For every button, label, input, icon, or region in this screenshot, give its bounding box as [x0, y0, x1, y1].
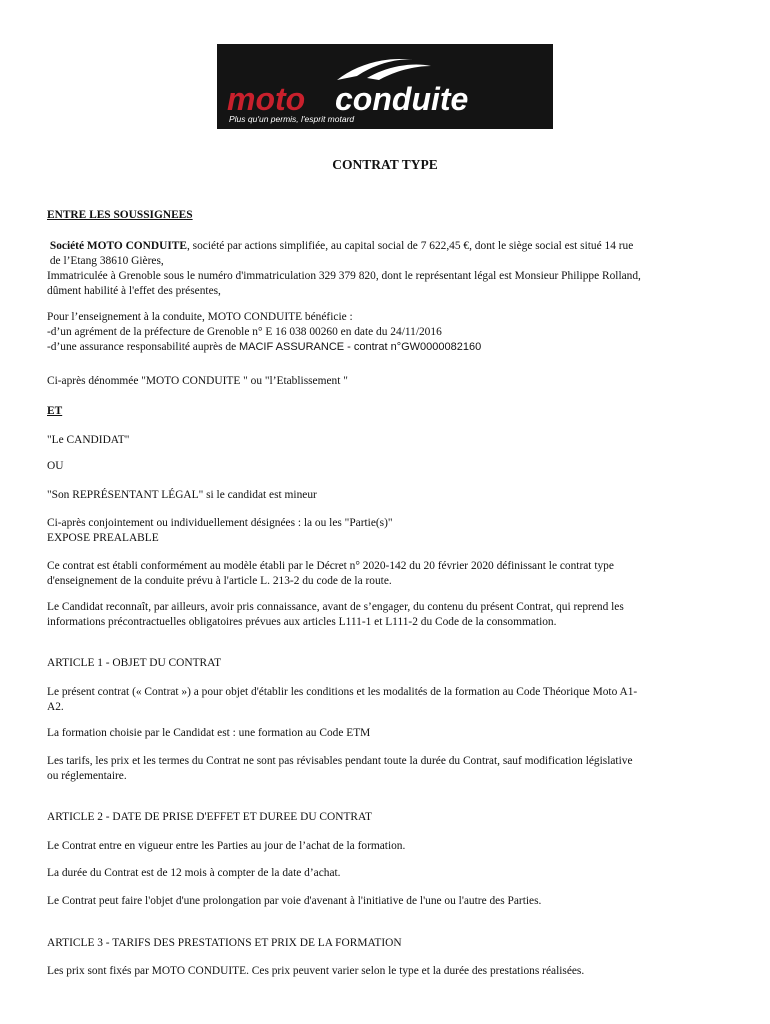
candidat-text: "Le CANDIDAT"	[47, 434, 130, 446]
expose-prealable-heading: EXPOSE PREALABLE	[47, 532, 159, 544]
ou-text: OU	[47, 460, 64, 472]
logo-brand-moto: moto	[227, 81, 306, 117]
article-2-paragraph-2: La durée du Contrat est de 12 mois à compter de la date d’achat.	[47, 867, 341, 879]
company-name: Société MOTO CONDUITE	[49, 240, 187, 252]
document-title: CONTRAT TYPE	[332, 157, 438, 172]
article-2-heading: ARTICLE 2 - DATE DE PRISE D'EFFET ET DUREE DU CONTRAT	[47, 811, 372, 823]
representant-text: "Son REPRÉSENTANT LÉGAL" si le candidat est mineur	[47, 489, 317, 501]
insurance-contract: MACIF ASSURANCE - contrat n°GW0000082160	[238, 341, 482, 353]
article-1-paragraph-2: La formation choisie par le Candidat est : une formation au Code ETM	[47, 727, 371, 739]
logo-swoosh-2	[367, 65, 431, 81]
preamble-paragraph-1: Ce contrat est établi conformément au modèle établi par le Décret n° 2020-142 du 20 février 2020 définissant le contrat type d'enseignement de la conduite prévu à l'article L. 213-2 du code de la route.	[47, 560, 614, 587]
article-3-paragraph-1: Les prix sont fixés par MOTO CONDUITE. Ces prix peuvent varier selon le type et la durée des prestations réalisées.	[47, 965, 585, 977]
jointly-text: Ci-après conjointement ou individuellement désignées : la ou les "Partie(s)" EXPOSE PREALABLE	[47, 516, 727, 546]
article-1-paragraph-3: Les tarifs, les prix et les termes du Contrat ne sont pas révisables pendant toute la durée du Contrat, sauf modification législative ou réglementaire.	[47, 755, 633, 782]
logo-tagline: Plus qu'un permis, l'esprit motard	[229, 114, 355, 124]
article-2-paragraph-1: Le Contrat entre en vigueur entre les Parties au jour de l’achat de la formation.	[47, 840, 406, 852]
et-heading: ET	[47, 405, 63, 417]
logo-graphic	[217, 44, 553, 129]
article-1-paragraph-1: Le présent contrat (« Contrat ») a pour objet d'établir les conditions et les modalités de la formation au Code Théorique Moto A1- A2.	[47, 686, 638, 713]
article-1-heading: ARTICLE 1 - OBJET DU CONTRAT	[47, 657, 222, 669]
parties-heading: ENTRE LES SOUSSIGNEES	[47, 209, 193, 221]
moto-conduite-logo	[217, 44, 553, 129]
company-paragraph: Société MOTO CONDUITE, société par actions simplifiée, au capital social de 7 622,45 €, dont le siège social est situé 14 rue de l’Etang 38610 Gières, Immatriculée à Grenoble sous le numéro d'immatriculation 329 379 820, dont le représentant légal est Monsieur Philippe Rolland, dûment habilité à l'effet des présentes,	[47, 240, 641, 297]
preamble-paragraph-2: Le Candidat reconnaît, par ailleurs, avoir pris connaissance, avant de s’engager, du contenu du présent Contrat, qui reprend les informations précontractuelles obligatoires prévues aux articles L111-1 et L111-2 du Code de la consommation.	[47, 601, 624, 628]
article-3-heading: ARTICLE 3 - TARIFS DES PRESTATIONS ET PRIX DE LA FORMATION	[47, 937, 402, 949]
designation-text: Ci-après dénommée "MOTO CONDUITE " ou "l’Etablissement "	[47, 375, 348, 387]
article-2-paragraph-3: Le Contrat peut faire l'objet d'une prolongation par voie d'avenant à l'initiative de l'une ou l'autre des Parties.	[47, 895, 542, 907]
teaching-paragraph: Pour l’enseignement à la conduite, MOTO CONDUITE bénéficie : -d’un agrément de la préfecture de Grenoble n° E 16 038 00260 en date du 24/11/2016 -d’une assurance responsabilité auprès de MACIF ASSURANCE - contrat n°GW0000082160	[47, 311, 482, 353]
logo-brand-conduite: conduite	[335, 81, 469, 117]
